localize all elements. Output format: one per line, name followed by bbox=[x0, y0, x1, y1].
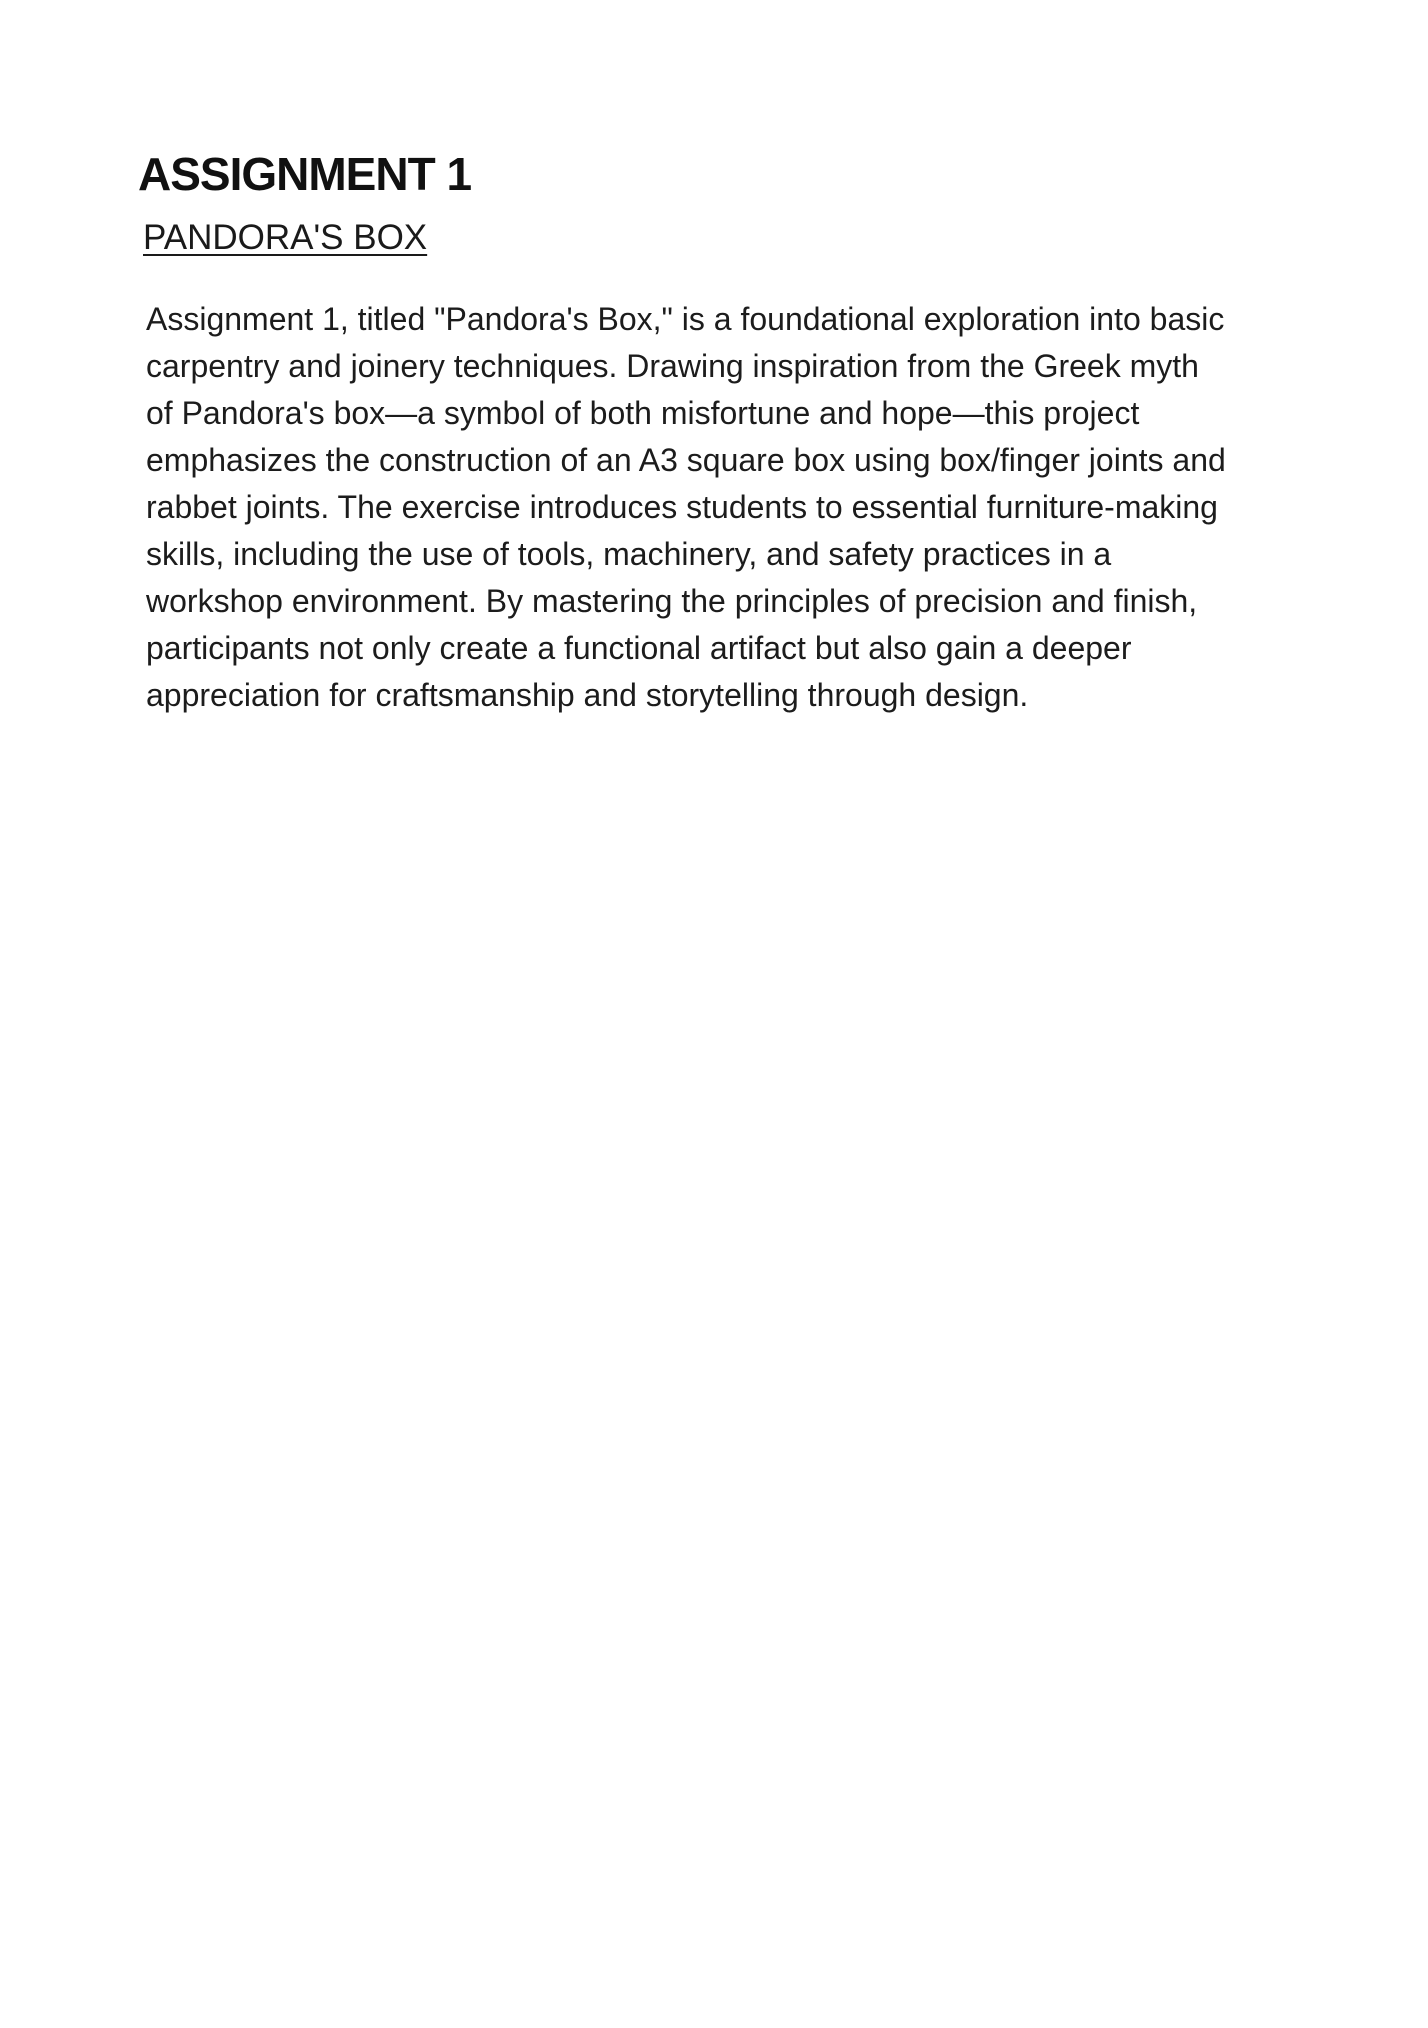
paragraph-line: rabbet joints. The exercise introduces students to essential furniture-making bbox=[146, 489, 1218, 525]
paragraph-line: of Pandora's box—a symbol of both misfortune and hope—this project bbox=[146, 395, 1140, 431]
paragraph-line: carpentry and joinery techniques. Drawing inspiration from the Greek myth bbox=[146, 348, 1199, 384]
paragraph-line: Assignment 1, titled "Pandora's Box," is a foundational exploration into basic bbox=[146, 301, 1225, 337]
description-paragraph bbox=[146, 296, 1306, 719]
assignment-subtitle: PANDORA'S BOX bbox=[143, 218, 428, 257]
paragraph-line: emphasizes the construction of an A3 square box using box/finger joints and bbox=[146, 442, 1226, 478]
paragraph-line: workshop environment. By mastering the principles of precision and finish, bbox=[146, 583, 1198, 619]
paragraph-line: skills, including the use of tools, machinery, and safety practices in a bbox=[146, 536, 1112, 572]
paragraph-line: participants not only create a functional artifact but also gain a deeper bbox=[146, 630, 1132, 666]
paragraph-line: appreciation for craftsmanship and storytelling through design. bbox=[146, 677, 1029, 713]
assignment-title: ASSIGNMENT 1 bbox=[138, 148, 472, 200]
